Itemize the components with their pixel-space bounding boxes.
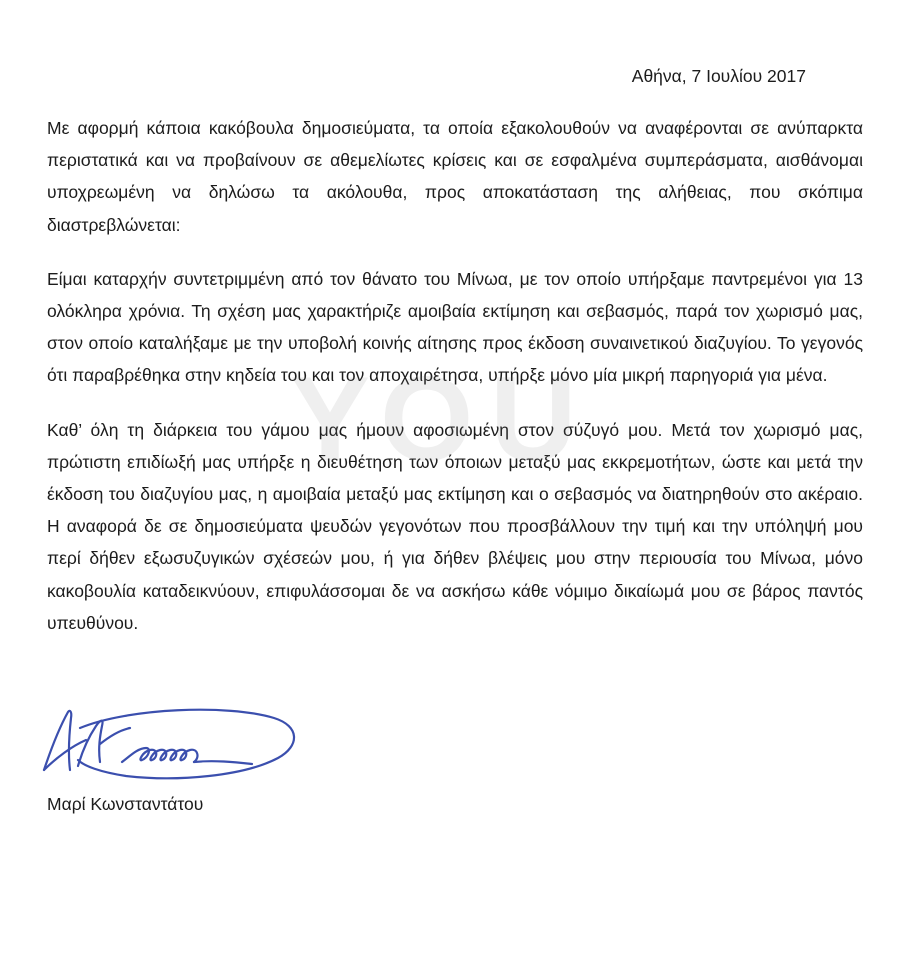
svg-text:Y: Y xyxy=(290,352,371,486)
handwritten-signature xyxy=(38,700,308,790)
signer-name: Μαρί Κωνσταντάτου xyxy=(47,794,204,814)
svg-text:U: U xyxy=(490,352,577,486)
letter-date: Αθήνα, 7 Ιουλίου 2017 xyxy=(631,66,806,86)
svg-text:O: O xyxy=(380,352,474,486)
paragraph-marriage: Είμαι καταρχήν συντετριμμένη από τον θάνατο του Μίνωα, με τον οποίο υπήρξαμε παντρεμένοι για 13 ολόκληρα χρόνια. Τη σχέση μας χαρακτήριζε αμοιβαία εκτίμηση και σεβασμός, παρά τον χωρισμό μας, στον οποίο καταλήξαμε με την υποβολή κοινής αίτησης προς έκδοση συναινετικού διαζυγίου. Το γεγονός ότι παραβρέθηκα στην κηδεία του και τον αποχαιρέτησα, υπήρξε μόνο μία μικρή παρηγοριά για μένα. xyxy=(47,268,863,386)
letter-body xyxy=(47,112,863,661)
paragraph-statement: Καθ’ όλη τη διάρκεια του γάμου μας ήμουν αφοσιωμένη στον σύζυγό μου. Μετά τον χωρισμό μας, πρώτιστη επιδίωξή μας υπήρξε η διευθέτηση των όποιων μεταξύ μας εκκρεμοτήτων, ώστε και μετά την έκδοση του διαζυγίου μας, η αμοιβαία μεταξύ μας εκτίμηση και ο σεβασμός να διατηρηθούν στο ακέραιο. Η αναφορά δε σε δημοσιεύματα ψευδών γεγονότων που προσβάλλουν την τιμή και την υπόληψή μου περί δήθεν εξωσυζυγικών σχέσεών μου, ή για δήθεν βλέψεις μου στην περιουσία του Μίνωα, μόνο κακοβουλία καταδεικνύουν, επιφυλάσσομαι δε να ασκήσω κάθε νόμιμο δικαίωμά μου σε βάρος παντός υπευθύνου. xyxy=(47,419,863,633)
paragraph-intro: Με αφορμή κάποια κακόβουλα δημοσιεύματα, τα οποία εξακολουθούν να αναφέρονται σε ανύπαρκτα περιστατικά και να προβαίνουν σε αθεμελίωτες κρίσεις και σε εσφαλμένα συμπεράσματα, αισθάνομαι υποχρεωμένη να δηλώσω τα ακόλουθα, προς αποκατάσταση της αλήθειας, που σκόπιμα διαστρεβλώνεται: xyxy=(47,118,863,235)
